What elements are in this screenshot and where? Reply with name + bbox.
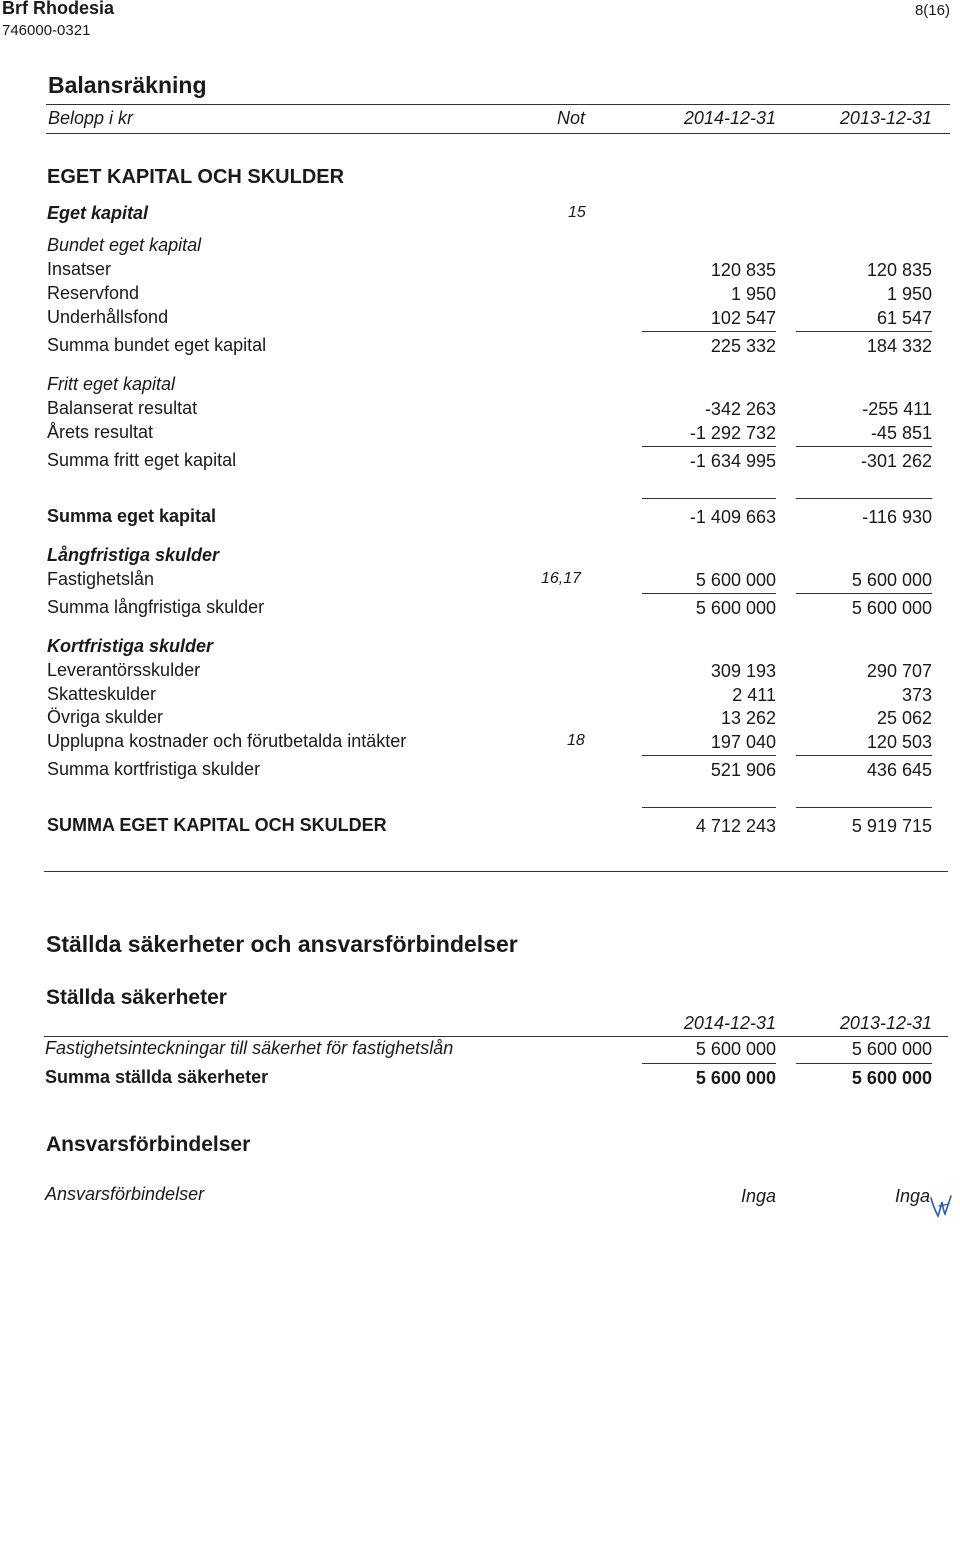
row-value-year1: 5 600 000 [695,570,776,590]
row-value-year2: 25 062 [876,708,932,728]
organization-number: 746000-0321 [2,22,91,39]
subtotal-value-year2: 436 645 [866,760,932,780]
underline [796,446,932,447]
row-value-year2: Inga [894,1186,930,1206]
row-label: Fastighetslån [47,569,155,589]
subtotal-value-year1: -1 634 995 [689,451,776,471]
header-rule-bottom [46,133,950,134]
row-value-year1: 5 600 000 [695,1039,776,1059]
underline [642,331,776,332]
row-value-year2: 5 600 000 [851,1039,932,1059]
column-header-note: Not [557,108,586,128]
row-value-year1: 309 193 [710,661,776,681]
underline [796,331,932,332]
subtotal-value-year2: 184 332 [866,336,932,356]
subtotal-value-year1: 521 906 [710,760,776,780]
row-value-year2: 120 503 [866,732,932,752]
row-value-year1: 102 547 [710,308,776,328]
row-label: Upplupna kostnader och förutbetalda intäkter [47,731,407,751]
total-equity-year1: -1 409 663 [689,507,776,527]
column-header-year1: 2014-12-31 [683,108,776,128]
subtotal-value-year2: 5 600 000 [851,1068,932,1088]
underline [642,593,776,594]
row-value-year2: 61 547 [876,308,932,328]
row-label: Insatser [47,259,112,279]
row-label: Skatteskulder [47,684,157,704]
row-value-year1: -1 292 732 [689,423,776,443]
section-divider [44,871,948,872]
underline [642,807,776,808]
row-label: Underhållsfond [47,307,169,327]
row-value-year2: -45 851 [870,423,932,443]
underline [796,1063,932,1064]
organization-name: Brf Rhodesia [2,0,115,18]
underline [642,498,776,499]
pledges-col-year2: 2013-12-31 [839,1013,932,1033]
underline [796,593,932,594]
subtotal-value-year1: 5 600 000 [695,1068,776,1088]
grand-total-year2: 5 919 715 [851,816,932,836]
underline [642,446,776,447]
row-label: Fastighetsinteckningar till säkerhet för fastighetslån [45,1038,454,1058]
equity-note: 15 [568,204,586,221]
page-number: 8(16) [914,2,950,19]
grand-total-label: SUMMA EGET KAPITAL OCH SKULDER [47,815,387,835]
row-value-year1: Inga [740,1186,776,1206]
underline [642,1063,776,1064]
row-note: 18 [567,732,585,749]
equity-heading: Eget kapital [47,203,149,223]
row-label: Ansvarsförbindelser [45,1184,205,1204]
row-label: Årets resultat [47,422,154,442]
contingent-liabilities-heading: Ansvarsförbindelser [46,1133,251,1156]
pledges-header-rule [44,1036,948,1037]
long-term-liabilities-heading: Långfristiga skulder [47,545,220,565]
row-value-year1: -342 263 [704,399,776,419]
underline [796,755,932,756]
row-value-year1: 2 411 [732,685,776,705]
row-value-year2: 373 [901,685,932,705]
underline [796,498,932,499]
restricted-equity-heading: Bundet eget kapital [47,235,202,255]
pledged-assets-heading: Ställda säkerheter [46,986,227,1009]
subtotal-label: Summa ställda säkerheter [45,1067,269,1087]
pledges-col-year1: 2014-12-31 [683,1013,776,1033]
grand-total-year1: 4 712 243 [695,816,776,836]
subtotal-label: Summa fritt eget kapital [47,450,237,470]
row-value-year2: 120 835 [866,260,932,280]
column-header-year2: 2013-12-31 [839,108,932,128]
subtotal-label: Summa kortfristiga skulder [47,759,261,779]
subtotal-value-year2: 5 600 000 [851,598,932,618]
short-term-liabilities-heading: Kortfristiga skulder [47,636,214,656]
balance-sheet-title: Balansräkning [48,72,207,98]
row-value-year2: 5 600 000 [851,570,932,590]
subtotal-value-year1: 5 600 000 [695,598,776,618]
subtotal-value-year1: 225 332 [710,336,776,356]
row-value-year1: 197 040 [710,732,776,752]
underline [642,755,776,756]
unrestricted-equity-heading: Fritt eget kapital [47,374,176,394]
row-label: Leverantörsskulder [47,660,201,680]
section-title: EGET KAPITAL OCH SKULDER [47,166,345,188]
subtotal-value-year2: -301 262 [860,451,932,471]
header-rule-top [46,104,950,105]
row-label: Balanserat resultat [47,398,198,418]
subtotal-label: Summa långfristiga skulder [47,597,265,617]
handwritten-initials-signature [929,1192,953,1220]
row-value-year1: 13 262 [720,708,776,728]
column-header-amount: Belopp i kr [48,108,134,128]
row-label: Övriga skulder [47,707,164,727]
underline [796,807,932,808]
row-label: Reservfond [47,283,140,303]
pledges-title: Ställda säkerheter och ansvarsförbindelser [46,931,518,957]
total-equity-label: Summa eget kapital [47,506,217,526]
row-note: 16,17 [541,570,582,587]
row-value-year1: 120 835 [710,260,776,280]
row-value-year2: -255 411 [862,399,932,419]
total-equity-year2: -116 930 [862,507,932,527]
subtotal-label: Summa bundet eget kapital [47,335,267,355]
row-value-year2: 290 707 [866,661,932,681]
row-value-year2: 1 950 [886,284,932,304]
row-value-year1: 1 950 [730,284,776,304]
